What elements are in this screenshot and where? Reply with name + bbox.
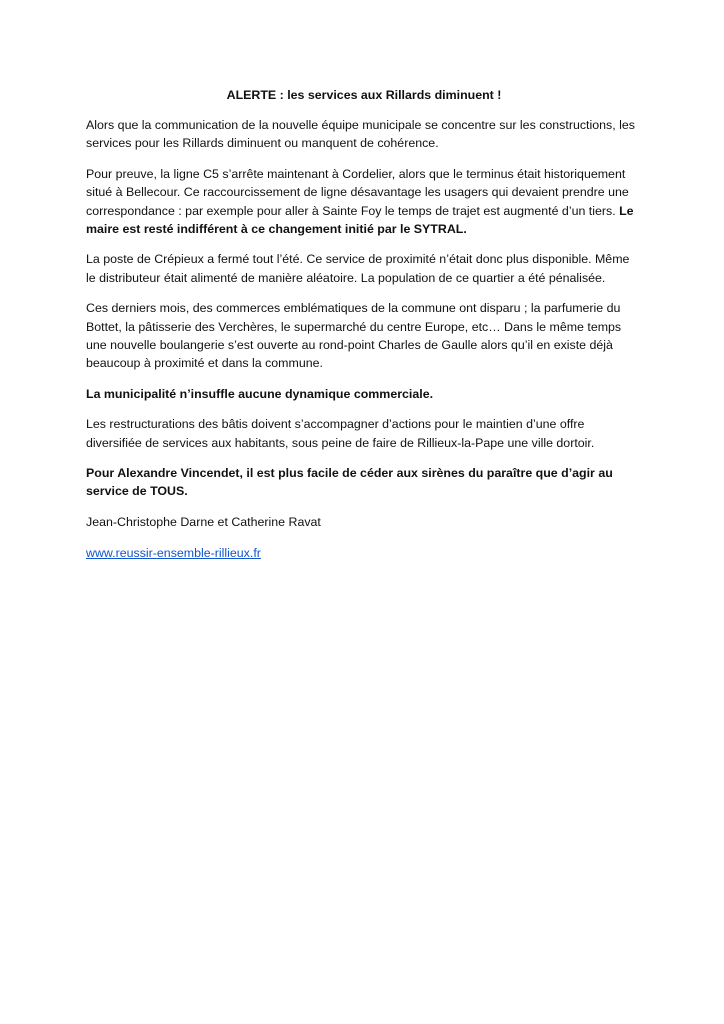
paragraph-conclusion: Pour Alexandre Vincendet, il est plus facile de céder aux sirènes du paraître que d’agir au service de TOUS. (86, 466, 613, 499)
paragraph-post-office: La poste de Crépieux a fermé tout l’été. Ce service de proximité n’était donc plus disponible. Même le distributeur était alimenté de manière aléatoire. La population de ce quartier a été pénalisée. (86, 252, 630, 285)
paragraph-restructuring: Les restructurations des bâtis doivent s’accompagner d’actions pour le maintien d’une offre diversifiée de services aux habitants, sous peine de faire de Rillieux-la-Pape une ville dortoir. (86, 417, 595, 450)
paragraph-shops: Ces derniers mois, des commerces emblématiques de la commune ont disparu ; la parfumerie du Bottet, la pâtisserie des Verchères, le supermarché du centre Europe, etc… Dans le même temps une nouvelle boulangerie s’est ouverte au rond-point Charles de Gaulle alors qu’il en existe déjà beaucoup à proximité et dans la commune. (86, 301, 622, 370)
website-paragraph (86, 544, 642, 562)
paragraph-commerce-statement: La municipalité n’insuffle aucune dynamique commerciale. (86, 386, 434, 401)
website-link[interactable]: www.reussir-ensemble-rillieux.fr (86, 545, 261, 560)
paragraph-intro: Alors que la communication de la nouvelle équipe municipale se concentre sur les constructions, les services pour les Rillards diminuent ou manquent de cohérence. (86, 118, 635, 151)
document-title: ALERTE : les services aux Rillards diminuent ! (226, 88, 502, 102)
document-body (86, 86, 642, 575)
paragraph-bus-line (86, 165, 642, 238)
signature: Jean-Christophe Darne et Catherine Ravat (86, 515, 321, 530)
paragraph-bus-line-emphasis: Le maire est resté indifférent à ce changement initié par le SYTRAL. (86, 203, 634, 236)
paragraph-bus-line-text: Pour preuve, la ligne C5 s’arrête maintenant à Cordelier, alors que le terminus était historiquement situé à Bellecour. Ce raccourcissement de ligne désavantage les usagers qui devaient prendre une correspondance : par exemple pour aller à Sainte Foy le temps de trajet est augmenté d’un tiers. (86, 167, 629, 218)
